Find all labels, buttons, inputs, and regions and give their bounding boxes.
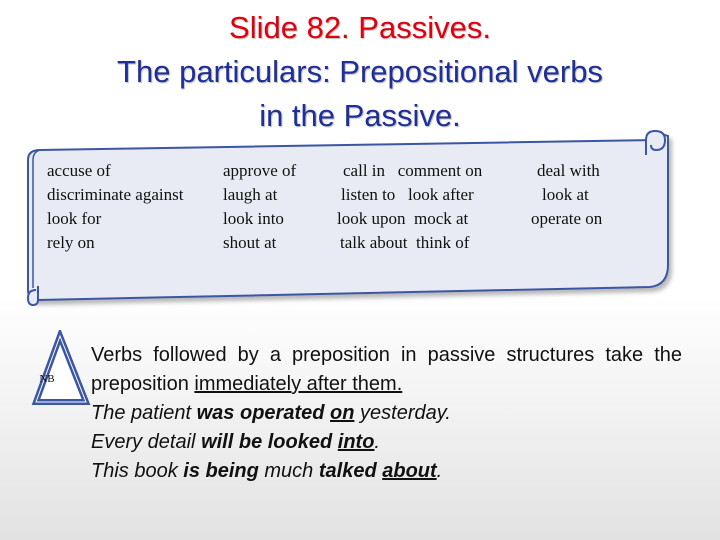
- example-1: [91, 399, 451, 428]
- verb-item: look into: [223, 209, 284, 228]
- verb-item: laugh at: [223, 185, 278, 204]
- example-verb: will be looked: [201, 431, 338, 453]
- verb-item: listen to look after: [341, 185, 474, 204]
- nb-triangle-icon: [30, 330, 92, 406]
- verb-item: rely on: [47, 233, 95, 252]
- example-text: .: [436, 460, 443, 482]
- verb-item: call in comment on: [343, 161, 483, 180]
- example-verb: talked: [318, 460, 383, 482]
- verb-item: talk about think of: [340, 233, 470, 252]
- rule-text: [91, 341, 682, 399]
- example-preposition: into: [337, 431, 375, 453]
- example-text: This book: [91, 460, 184, 482]
- example-text: .: [374, 431, 380, 453]
- nb-label: NB: [39, 373, 55, 385]
- title-line-1: Slide 82. Passives.: [229, 10, 491, 45]
- verb-item: discriminate against: [47, 185, 184, 204]
- verb-item: approve of: [223, 161, 297, 180]
- verb-item: deal with: [537, 161, 600, 180]
- example-preposition: on: [330, 402, 355, 424]
- rule-text-main: Verbs followed by a preposition in passive structures take the preposition: [91, 344, 682, 395]
- title-line-2: The particulars: Prepositional verbs: [117, 54, 603, 89]
- verb-item: shout at: [223, 233, 277, 252]
- verb-item: look for: [47, 209, 102, 228]
- example-preposition: about: [382, 460, 437, 482]
- verb-item: look at: [542, 185, 589, 204]
- title-line-3: in the Passive.: [259, 98, 461, 133]
- verb-item: look upon mock at: [337, 209, 469, 228]
- example-text: yesterday.: [354, 402, 451, 424]
- example-verb: was operated: [196, 402, 331, 424]
- rule-text-underlined: immediately after them.: [194, 373, 403, 395]
- verb-item: operate on: [531, 209, 603, 228]
- example-text: The patient: [91, 402, 197, 424]
- example-text: much: [258, 460, 319, 482]
- verb-item: accuse of: [47, 161, 111, 180]
- example-3: [91, 457, 442, 486]
- example-2: [91, 428, 380, 457]
- example-verb: is being: [183, 460, 259, 482]
- example-text: Every detail: [91, 431, 202, 453]
